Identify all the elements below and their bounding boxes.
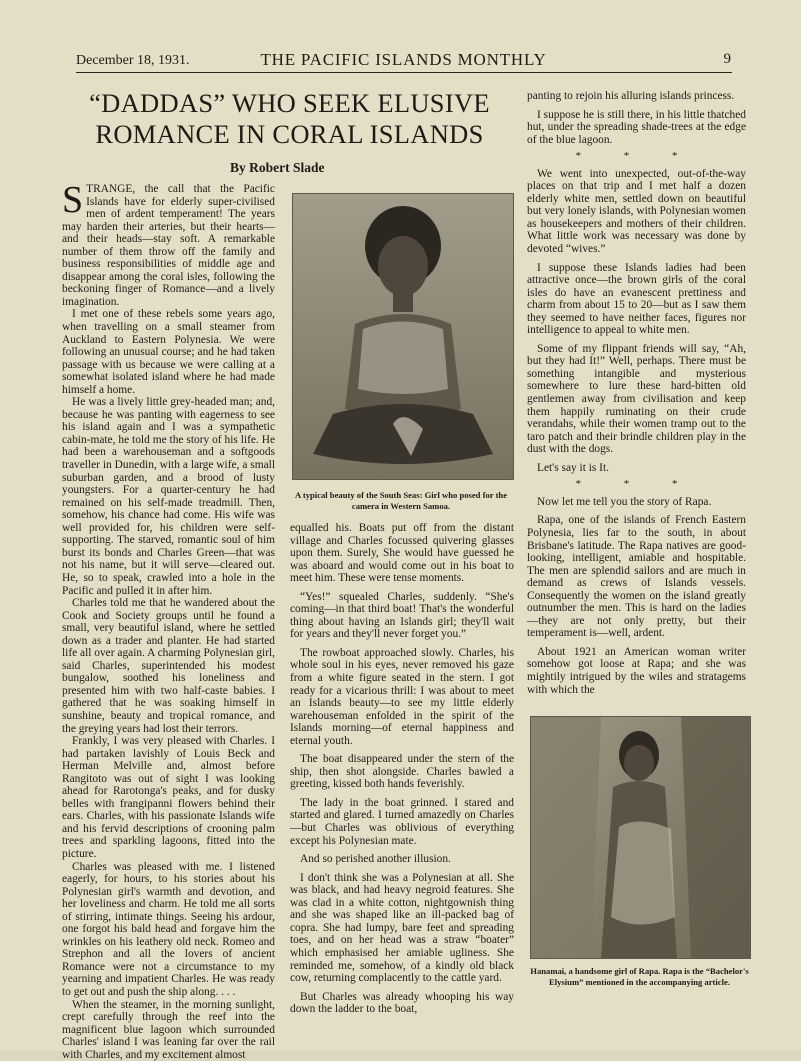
- paragraph: But Charles was already whooping his way down the ladder to the boat,: [290, 990, 514, 1016]
- photo-rapa-girl-illustration: [531, 717, 750, 958]
- paragraph: And so perished another illusion.: [300, 853, 451, 866]
- paragraph: About 1921 an American woman writer somehow got loose at Rapa; and she was mightily intrigued by the wiles and stratagems with which the: [527, 645, 746, 696]
- paragraph: I don't think she was a Polynesian at all. She was black, and had heavy negroid features. She was clad in a white cotton, nightgownish thing and she was shaped like an ill-packed bag of copra. She had lumpy, bare feet and spreading toes, and on her head was a straw “boater” which emphasised her amiable ugliness. She reminded me, somehow, of a kindly old black cow, returning complacently to the cattle yard.: [290, 871, 514, 985]
- paragraph: “Yes!” squealed Charles, suddenly. “She's coming—in that third boat! That's the wonderful thing about having an Islands girl; they'll wait for years and they'll never forget you.”: [290, 590, 514, 641]
- paragraph: The rowboat approached slowly. Charles, his whole soul in his eyes, never removed his gaze from a white figure seated in the stern. I got ready for a vicarious thrill: I was about to meet an Islands beauty—to see my little elderly warehouseman enfolded in the spirit of the Islands morning—of eternal happiness and eternal youth.: [290, 646, 514, 747]
- paragraph: Charles told me that he wandered about the Cook and Society groups until he found a small, very beautiful island, where he settled down as a trader and planter. He had started life all over again. A charming Polynesian girl, said Charles, superintended his modest bungalow, soothed his loneliness and presented him with two half-caste babies. I gathered that he was soaking himself in sunshine, beauty and tropical romance, and the greying years had lost their terrors.: [62, 597, 275, 735]
- paragraph: The boat disappeared under the stern of the ship, then shot alongside. Charles bawled a greeting, kissed both hands feverishly.: [290, 753, 514, 791]
- paragraph: Some of my flippant friends will say, “Ah, but they had It!” Well, perhaps. There must be something intangible and mysterious somewhere to lure these hard-bitten old gentlemen away from civilisation and keep them happily ruminating on their crude verandahs, while their women tramp out to the taro patch and their brindle children play in the dust with the dogs.: [527, 342, 746, 456]
- photo-rapa-girl: [530, 716, 751, 959]
- photo-caption-samoa: A typical beauty of the South Seas: Girl who posed for the camera in Western Samoa.: [294, 490, 508, 511]
- paragraph: When the steamer, in the morning sunlight, crept carefully through the reef into the magnificent blue lagoon which surrounded Charles' island I was leaning far over the rail with Charles, and my excitement almost: [62, 998, 275, 1061]
- drop-cap: S: [62, 179, 84, 221]
- paragraph: Frankly, I was very pleased with Charles. I had partaken lavishly of Louis Beck and Herman Melville and, almost before Rangitoto was out of sight I was looking ahead for Rarotonga's peaks, and for dusky belles with frangipanni flowers behind their ears. Charles, with his passionate Islands wife and his fervid descriptions of crooning palm trees and sparkling lagoons, fitted into the picture.: [62, 735, 275, 860]
- paragraph: STRANGE, the call that the Pacific Islands have for elderly super-civilised men of ardent temperament! The years may harden their arteries, but their hearts—and their heads—stay soft. A remarkable number of them throw off the family and business responsibilities of middle age and disappear among the coral isles, following the beckoning finger of Romance—and a lively imagination.: [62, 179, 275, 308]
- article-column-1: [62, 179, 275, 1061]
- paragraph: I suppose he is still there, in his little thatched hut, under the spreading shade-trees at the edge of the blue lagoon.: [527, 108, 746, 146]
- section-break-stars: * * *: [575, 150, 698, 163]
- masthead: THE PACIFIC ISLANDS MONTHLY: [260, 50, 547, 69]
- paragraph: Charles was pleased with me. I listened eagerly, for hours, to his stories about his Polynesian girl's warmth and devotion, and her loveliness and charm. He told me all sorts of stirring, intimate things. Seeing his ardour, one forgot his bald head and forgave him the wrinkles on his leathery old neck. Romeo and Strephon and all the lovers of ancient Romance were not a circumstance to my yearning and impatient Charles. He was ready to get out and push the ship along. . . .: [62, 860, 275, 998]
- paragraph: Let's say it is It.: [537, 461, 609, 474]
- article-title-line-1: “DADDAS” WHO SEEK ELUSIVE: [89, 88, 490, 118]
- section-break-stars: * * *: [575, 478, 698, 491]
- paragraph: The lady in the boat grinned. I stared and started and glared. I turned amazedly on Charles—but Charles was oblivious of everything except his Polynesian mate.: [290, 796, 514, 847]
- article-column-2: [290, 522, 514, 1016]
- article-title: [62, 88, 517, 150]
- article-column-3: [527, 90, 746, 696]
- paragraph: I met one of these rebels some years ago, when travelling on a small steamer from Auckland to Eastern Polynesia. We were following an unusual course; and he had taken passage with us because we were calling at a somewhat isolated island where he had made himself a home.: [62, 308, 275, 396]
- paragraph: panting to rejoin his alluring islands princess.: [527, 90, 735, 102]
- paragraph: Now let me tell you the story of Rapa.: [537, 495, 712, 508]
- paragraph: We went into unexpected, out-of-the-way places on that trip and I met half a dozen elderly white men, settled down on beautiful but very lonely islands, with Polynesian women as housekeepers and mothers of their children. What little work was necessary was done by devoted “wives.”: [527, 167, 746, 256]
- photo-samoan-girl-illustration: [293, 194, 513, 479]
- paragraph: equalled his. Boats put off from the distant village and Charles focussed quivering glasses upon them. Surely, She would have guessed he was aboard and would come out in his boat to meet him. These were tense moments.: [290, 522, 514, 585]
- issue-date: December 18, 1931.: [76, 53, 190, 68]
- paragraph: I suppose these Islands ladies had been attractive once—the brown girls of the coral isles do have an evanescent prettiness and charm from about 15 to 20—but as I saw them they seemed to have neither faces, figures nor intelligence to appeal to white men.: [527, 261, 746, 337]
- byline: By Robert Slade: [230, 160, 325, 175]
- paragraph: He was a lively little grey-headed man; and, because he was panting with eagerness to see his island again and I was a sympathetic cabin-mate, he told me the story of his life. He had been a warehouseman and a softgoods traveller in Dunedin, with a large wife, a small suburban garden, and a brood of lusty youngsters. For a quarter-century he had remained on his self-made treadmill. Then, somehow, his chance had come. His wife was well provided for, his children were self-supporting. The starved, romantic soul of him burst its bonds and Charles Green—that was not his name, but it will serve—cleared out. He, so to speak, crawled into a hole in the Pacific and pulled it in after him.: [62, 396, 275, 597]
- article-title-line-2: ROMANCE IN CORAL ISLANDS: [95, 119, 484, 149]
- header-rule: [76, 72, 732, 73]
- paragraph: Rapa, one of the islands of French Eastern Polynesia, lies far to the south, in about Brisbane's latitude. The Rapa natives are good-looking, intelligent, amiable and hospitable. The men are splendid sailors and are much in demand as crews of Islands vessels. Consequently the women on the island greatly outnumber the men. This is hard on the ladies—they are not only pretty, but their temperament is—well, ardent.: [527, 514, 746, 640]
- page-number: 9: [723, 51, 731, 67]
- photo-caption-rapa: Hanamai, a handsome girl of Rapa. Rapa is the “Bachelor's Elysium” mentioned in the accompanying article.: [530, 966, 749, 987]
- running-header: [76, 50, 731, 70]
- photo-samoan-girl: [292, 193, 514, 480]
